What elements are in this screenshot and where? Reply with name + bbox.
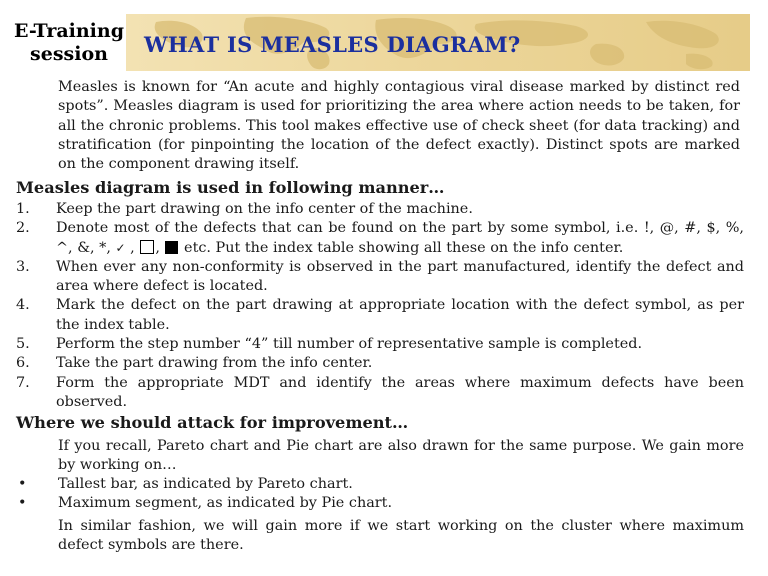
attack-heading: Where we should attack for improvement… — [16, 413, 409, 432]
list-item-text: Form the appropriate MDT and identify the areas where maximum defects have been observed. — [56, 374, 744, 410]
page-title: WHAT IS MEASLES DIAGRAM? — [144, 32, 521, 57]
session-label-line1: E-Training — [13, 20, 124, 42]
list-item-number: 6. — [16, 355, 30, 372]
session-label-line2: session — [30, 43, 108, 65]
similar-paragraph: In similar fashion, we will gain more if we start working on the cluster where maximum defect symbols are there. — [58, 518, 744, 554]
checkmark-icon: ✓ — [115, 240, 126, 255]
list-item-number: 5. — [16, 336, 30, 353]
list-item-text-part: etc. Put the index table showing all these on the info center. — [184, 239, 624, 256]
list-item — [16, 374, 744, 413]
filled-box-icon — [165, 241, 178, 254]
list-item-number: 1. — [16, 201, 30, 217]
header — [0, 0, 768, 74]
list-item-number: 4. — [16, 297, 30, 314]
list-item — [16, 296, 744, 335]
list-item-text: Tallest bar, as indicated by Pareto chart. — [58, 476, 353, 492]
list-item-text: Denote most of the defects that can be found on the part by some symbol, i.e. !, @, #, $, %, ^, &, *, ✓ , , etc. Put the index table showing all these on the info center. — [56, 220, 744, 256]
list-item-text: Perform the step number “4” till number of representative sample is completed. — [56, 336, 643, 353]
list-item — [16, 335, 744, 354]
attack-bullet-list — [16, 475, 744, 514]
intro-paragraph: Measles is known for “An acute and highly contagious viral disease marked by distinct red spots”. Measles diagram is used for prioritizing the area where action needs to be taken, for all the chronic problems. This tool makes effective use of check sheet (for data tracking) and stratification (for pinpointing the location of the defect exactly). Distinct spots are marked on the component drawing itself. — [58, 79, 740, 173]
list-item — [16, 219, 744, 258]
recall-paragraph: If you recall, Pareto chart and Pie chart are also drawn for the same purpose. We gain more by working on… — [58, 438, 744, 474]
list-item-number: 3. — [16, 258, 30, 275]
bullet-icon: • — [18, 476, 27, 492]
list-item — [16, 200, 744, 219]
empty-box-icon — [140, 240, 154, 254]
list-item-text-part: Denote most of the defects that can be found on the part by some symbol, i.e. !, @, #, $, %, ^, &, *, — [56, 220, 744, 256]
list-item-text: Maximum segment, as indicated by Pie chart. — [58, 495, 393, 512]
list-item-text: Keep the part drawing on the info center of the machine. — [56, 201, 473, 217]
usage-steps-list — [16, 200, 744, 412]
list-item-text: Take the part drawing from the info center. — [56, 355, 373, 372]
list-item-number: 2. — [16, 220, 30, 237]
list-item — [16, 354, 744, 373]
list-item — [16, 475, 744, 494]
title-banner — [126, 14, 750, 71]
list-item-number: 7. — [16, 374, 30, 391]
bullet-icon: • — [18, 495, 27, 512]
list-item — [16, 258, 744, 297]
usage-heading: Measles diagram is used in following manner… — [16, 178, 445, 197]
list-item — [16, 494, 744, 513]
list-item-text: Mark the defect on the part drawing at appropriate location with the defect symbol, as per the index table. — [56, 297, 744, 333]
session-label — [4, 20, 134, 66]
list-item-text: When ever any non-conformity is observed in the part manufactured, identify the defect and area where defect is located. — [56, 258, 744, 295]
